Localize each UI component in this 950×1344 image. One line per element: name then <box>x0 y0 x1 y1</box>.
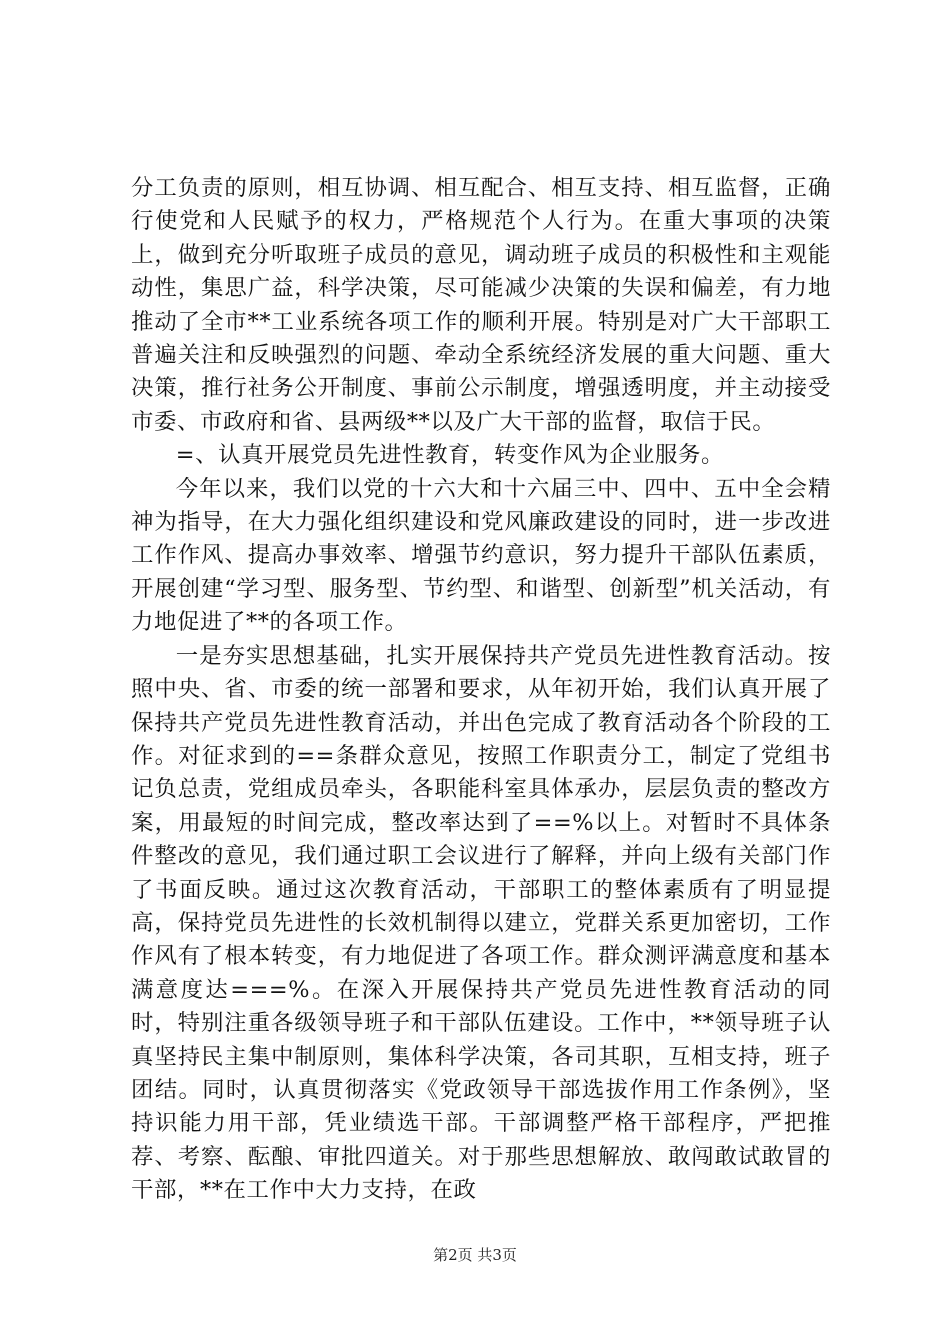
page-number-footer: 第2页 共3页 <box>433 1246 517 1264</box>
section-heading: =、认真开展党员先进性教育，转变作风为企业服务。 <box>175 442 724 469</box>
document-body <box>131 172 831 1208</box>
paragraph-intro: 今年以来，我们以党的十六大和十六届三中、四中、五中全会精神为指导，在大力强化组织建设和党风廉政建设的同时，进一步改进工作作风、提高办事效率、增强节约意识，努力提升干部队伍素质，开展创建“学习型、服务型、节约型、和谐型、创新型”机关活动，有力地促进了**的各项工作。 <box>131 475 831 636</box>
paragraph-continuation: 分工负责的原则，相互协调、相互配合、相互支持、相互监督，正确行使党和人民赋予的权力，严格规范个人行为。在重大事项的决策上，做到充分听取班子成员的意见，调动班子成员的积极性和主观能动性，集思广益，科学决策，尽可能减少决策的失误和偏差，有力地推动了全市**工业系统各项工作的顺利开展。特别是对广大干部职工普遍关注和反映强烈的问题、牵动全系统经济发展的重大问题、重大决策，推行社务公开制度、事前公示制度，增强透明度，并主动接受市委、市政府和省、县两级**以及广大干部的监督，取信于民。 <box>131 175 831 435</box>
paragraph-point-one: 一是夯实思想基础，扎实开展保持共产党员先进性教育活动。按照中央、省、市委的统一部署和要求，从年初开始，我们认真开展了保持共产党员先进性教育活动，并出色完成了教育活动各个阶段的工作。对征求到的==条群众意见，按照工作职责分工，制定了党组书记负总责，党组成员牵头，各职能科室具体承办，层层负责的整改方案，用最短的时间完成，整改率达到了==%以上。对暂时不具体条件整改的意见，我们通过职工会议进行了解释，并向上级有关部门作了书面反映。通过这次教育活动，干部职工的整体素质有了明显提高，保持党员先进性的长效机制得以建立，党群关系更加密切，工作作风有了根本转变，有力地促进了各项工作。群众测评满意度和基本满意度达===%。在深入开展保持共产党员先进性教育活动的同时，特别注重各级领导班子和干部队伍建设。工作中，**领导班子认真坚持民主集中制原则，集体科学决策，各司其职，互相支持，班子团结。同时，认真贯彻落实《党政领导干部选拔作用工作条例》，坚持识能力用干部，凭业绩选干部。干部调整严格干部程序，严把推荐、考察、酝酿、审批四道关。对于那些思想解放、敢闯敢试敢冒的干部，**在工作中大力支持，在政 <box>131 642 831 1204</box>
